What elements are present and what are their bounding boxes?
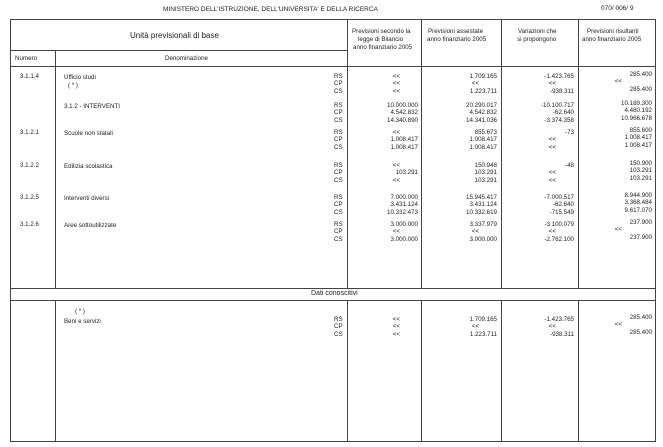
cell-prev: << (392, 323, 400, 331)
row-name: 3.1.2 - INTERVENTI (64, 103, 120, 110)
cell-prev: 1.008.417 (390, 136, 418, 144)
row-name: Scuole non statali (64, 130, 113, 137)
code-rs: RS (334, 162, 343, 169)
cell-var: -2.762.100 (544, 235, 574, 243)
cell-assest: 1.008.417 (469, 136, 497, 144)
cell-prev: << (392, 73, 400, 80)
cell-ris: 10.966.678 (621, 114, 652, 122)
code-rs: RS (334, 316, 343, 323)
cell-prev: << (392, 330, 400, 338)
cell-assest: 103.291 (474, 169, 497, 177)
row-name: Edilizia scolastica (64, 163, 113, 170)
cell-ris: 237.900 (629, 233, 652, 241)
cell-var: -73 (565, 129, 574, 136)
numero-separator (55, 50, 56, 288)
assest-separator (421, 19, 422, 288)
unita-header: Unità previsionali di base (130, 31, 219, 40)
code-cs: CS (334, 208, 343, 216)
code-cs: CS (334, 176, 343, 184)
column-header-bottom-border (10, 66, 655, 67)
row-number: 3.1.1.4 (20, 73, 39, 80)
table-bottom-border (10, 441, 655, 442)
var-separator (501, 19, 502, 288)
prev-separator (347, 19, 348, 288)
cell-ris: 9.617.070 (624, 206, 652, 214)
row-name: Interventi diversi (64, 195, 110, 202)
code-cp: CP (334, 201, 343, 209)
cell-prev: << (392, 176, 400, 184)
cell-var: -1.423.765 (544, 73, 574, 80)
footnote-marker: ( * ) (75, 308, 85, 315)
table-right-border (655, 19, 656, 442)
code-rs: RS (334, 73, 343, 80)
code-rs: RS (334, 129, 343, 136)
assest-separator-lower (421, 300, 422, 441)
code-rs: RS (334, 102, 343, 109)
code-rs: RS (334, 194, 343, 201)
cell-prev: << (392, 316, 400, 323)
code-cp: CP (334, 323, 343, 331)
cell-ris: 1.008.417 (624, 134, 652, 142)
cell-ris: << (614, 321, 622, 329)
table-top-border (10, 19, 655, 20)
ris-separator (578, 19, 579, 288)
row-name: Aree sottoutilizzate (64, 222, 117, 229)
table-left-border (10, 19, 11, 442)
cell-assest: 150.948 (474, 162, 497, 169)
row-name: Ufficio studi (64, 74, 96, 81)
prev-separator-lower (347, 300, 348, 441)
var-header-l2: si propongono (517, 36, 557, 43)
row-number: 3.1.2.6 (20, 221, 39, 228)
cell-var: << (548, 228, 556, 236)
cell-ris: 103.291 (629, 167, 652, 175)
cell-ris: 285.400 (629, 328, 652, 336)
cell-prev: << (392, 87, 400, 95)
assest-header-l2: anno finanziario 2005 (427, 36, 487, 43)
prev-header-l1: Previsioni secondo la (352, 28, 411, 35)
ris-separator-lower (578, 300, 579, 441)
code-cp: CP (334, 169, 343, 177)
cell-prev: 10.000.000 (387, 102, 418, 109)
cell-assest: 1.709.165 (469, 73, 497, 80)
cell-assest: 3.337.979 (469, 221, 497, 228)
denominazione-header: Denominazione (165, 55, 208, 62)
cell-assest: 10.332.619 (466, 208, 497, 216)
cell-prev: 4.542.832 (390, 109, 418, 117)
code-cp: CP (334, 80, 343, 88)
cell-assest: 3.431.124 (469, 201, 497, 209)
row-number: 3.1.2.1 (20, 129, 39, 136)
cell-var: << (548, 176, 556, 184)
code-cs: CS (334, 116, 343, 124)
cell-prev: 10.332.473 (387, 208, 418, 216)
cell-prev: << (392, 129, 400, 136)
cell-assest: 1.008.417 (469, 143, 497, 151)
cell-var: -3.374.358 (544, 116, 574, 124)
cell-assest: 1.223.711 (469, 87, 497, 95)
code-cp: CP (334, 136, 343, 144)
prev-header-l2: legge di Bilancio (358, 36, 404, 43)
cell-prev: 103.291 (395, 169, 418, 177)
row-number: 3.1.2.5 (20, 194, 39, 201)
cell-assest: 20.290.017 (466, 102, 497, 109)
code-cs: CS (334, 330, 343, 338)
cell-ris: 285.400 (629, 71, 652, 78)
var-separator-lower (501, 300, 502, 441)
numero-header: Numero (15, 55, 38, 62)
cell-ris: 103.291 (629, 174, 652, 182)
dati-conoscitivi-title: Dati conoscitivi (311, 290, 358, 297)
ris-header-l1: Previsioni risultanti (587, 28, 639, 35)
cell-prev: << (392, 162, 400, 169)
cell-assest: 103.291 (474, 176, 497, 184)
prev-header-l3: anno finanziario 2005 (353, 44, 413, 51)
cell-var: -3.100.079 (544, 221, 574, 228)
cell-var: -938.311 (550, 330, 574, 338)
cell-var: -62.640 (553, 109, 574, 117)
dati-title-bottom-border (10, 300, 655, 301)
cell-assest: << (471, 323, 479, 331)
cell-prev: 3.431.124 (390, 201, 418, 209)
cell-ris: << (614, 226, 622, 234)
row-number: 3.1.2.2 (20, 162, 39, 169)
cell-prev: << (392, 228, 400, 236)
code-cp: CP (334, 228, 343, 236)
code-rs: RS (334, 221, 343, 228)
cell-ris: 3.368.484 (624, 199, 652, 207)
cell-ris: << (614, 78, 622, 86)
cell-ris: 8.944.900 (624, 192, 652, 199)
var-header-l1: Variazioni che (518, 28, 557, 35)
cell-var: -1.423.765 (544, 316, 574, 323)
cell-var: << (548, 323, 556, 331)
cell-assest: 15.945.417 (466, 194, 497, 201)
cell-prev: 3.000.000 (390, 235, 418, 243)
cell-ris: 4.480.192 (624, 107, 652, 115)
cell-var: << (548, 80, 556, 88)
cell-assest: 1.223.711 (469, 330, 497, 338)
code-cs: CS (334, 143, 343, 151)
dati-top-border (10, 288, 655, 289)
cell-ris: 1.008.417 (624, 141, 652, 149)
cell-var: -7.000.517 (544, 194, 574, 201)
cell-assest: 855.673 (474, 129, 497, 136)
cell-ris: 150.900 (629, 160, 652, 167)
cell-assest: << (471, 80, 479, 88)
code-cs: CS (334, 87, 343, 95)
cell-ris: 10.189.300 (621, 100, 652, 107)
cell-var: << (548, 169, 556, 177)
cell-ris: 285.400 (629, 85, 652, 93)
cell-var: -62.640 (553, 201, 574, 209)
cell-var: << (548, 143, 556, 151)
ris-header-l2: anno finanziario 2005 (582, 36, 642, 43)
cell-ris: 237.900 (629, 219, 652, 226)
page-reference: 070/ 006/ 9 (601, 5, 634, 12)
cell-prev: 14.340.890 (387, 116, 418, 124)
code-cs: CS (334, 235, 343, 243)
row-name: Beni e servizi (64, 318, 101, 325)
cell-assest: 3.000.000 (469, 235, 497, 243)
assest-header-l1: Previsioni assestate (428, 28, 484, 35)
cell-ris: 855.600 (629, 127, 652, 134)
cell-prev: 3.000.000 (390, 221, 418, 228)
cell-var: -48 (565, 162, 574, 169)
cell-prev: << (392, 80, 400, 88)
cell-assest: << (471, 228, 479, 236)
cell-assest: 4.542.832 (469, 109, 497, 117)
numero-separator-lower (55, 300, 56, 441)
code-cp: CP (334, 109, 343, 117)
cell-assest: 14.341.036 (466, 116, 497, 124)
cell-ris: 285.400 (629, 314, 652, 321)
cell-var: << (548, 136, 556, 144)
unita-subheader-border (10, 50, 347, 51)
cell-prev: 1.008.417 (390, 143, 418, 151)
cell-var: -715.549 (549, 208, 574, 216)
footnote-marker: ( * ) (68, 82, 78, 89)
ministry-title: MINISTERO DELL'ISTRUZIONE, DELL'UNIVERSITA' E DELLA RICERCA (163, 6, 378, 13)
cell-assest: 1.709.165 (469, 316, 497, 323)
cell-var: -10.100.717 (540, 102, 574, 109)
cell-prev: 7.000.000 (390, 194, 418, 201)
cell-var: -938.311 (550, 87, 574, 95)
